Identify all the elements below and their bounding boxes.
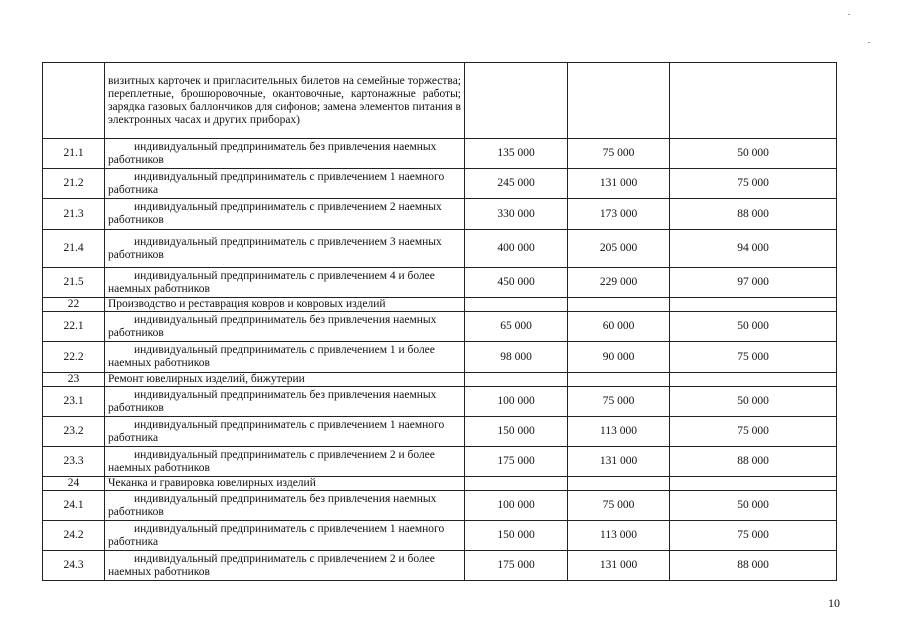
- value-v2: 131 000: [568, 169, 670, 199]
- value-v1: 450 000: [465, 268, 568, 298]
- value-v1: 245 000: [465, 169, 568, 199]
- value-v3: 88 000: [670, 447, 837, 477]
- page-number: 10: [828, 596, 840, 610]
- section-title: Ремонт ювелирных изделий, бижутерии: [105, 373, 465, 387]
- row-description-text: индивидуальный предприниматель с привлечением 1 наемного работника: [108, 418, 445, 444]
- row-description-text: индивидуальный предприниматель без привлечения наемных работников: [108, 140, 437, 166]
- table-row: [43, 139, 837, 169]
- row-description: [105, 139, 465, 169]
- value-v2: [568, 373, 670, 387]
- row-description: [105, 199, 465, 230]
- row-description: [105, 387, 465, 417]
- value-v2: [568, 298, 670, 312]
- value-v3: [670, 298, 837, 312]
- section-row: [43, 373, 837, 387]
- value-v2: 131 000: [568, 551, 670, 581]
- value-v2: 113 000: [568, 521, 670, 551]
- row-description-text: индивидуальный предприниматель без привлечения наемных работников: [108, 388, 437, 414]
- table-row: [43, 199, 837, 230]
- row-number: 22.2: [43, 342, 105, 373]
- table-row: [43, 521, 837, 551]
- value-v3: 94 000: [670, 230, 837, 268]
- value-v1: 135 000: [465, 139, 568, 169]
- value-v3: 88 000: [670, 199, 837, 230]
- row-number: 23.2: [43, 417, 105, 447]
- section-title: Чеканка и гравировка ювелирных изделий: [105, 477, 465, 491]
- row-description: [105, 342, 465, 373]
- value-v3: 88 000: [670, 551, 837, 581]
- row-description: [105, 521, 465, 551]
- value-cell: [465, 63, 568, 139]
- value-v1: [465, 373, 568, 387]
- value-v2: 90 000: [568, 342, 670, 373]
- row-number: 23: [43, 373, 105, 387]
- row-number: 21.3: [43, 199, 105, 230]
- value-v1: [465, 298, 568, 312]
- value-cell: [670, 63, 837, 139]
- value-v2: 173 000: [568, 199, 670, 230]
- row-description: [105, 268, 465, 298]
- table-row: [43, 387, 837, 417]
- table-row: [43, 230, 837, 268]
- row-description-text: индивидуальный предприниматель с привлечением 2 и более наемных работников: [108, 552, 435, 578]
- table-row: [43, 551, 837, 581]
- table-row: [43, 417, 837, 447]
- value-v1: 100 000: [465, 387, 568, 417]
- row-description-text: индивидуальный предприниматель без привлечения наемных работников: [108, 492, 437, 518]
- value-v2: 75 000: [568, 491, 670, 521]
- value-v3: 50 000: [670, 387, 837, 417]
- value-v3: 75 000: [670, 417, 837, 447]
- value-v2: 60 000: [568, 312, 670, 342]
- section-row: [43, 477, 837, 491]
- table-row: [43, 268, 837, 298]
- row-number: 21.5: [43, 268, 105, 298]
- value-v1: 65 000: [465, 312, 568, 342]
- row-number: 24.3: [43, 551, 105, 581]
- row-number: 23.3: [43, 447, 105, 477]
- value-v3: 50 000: [670, 312, 837, 342]
- row-description: [105, 551, 465, 581]
- value-v2: 75 000: [568, 139, 670, 169]
- row-description-text: индивидуальный предприниматель с привлечением 1 наемного работника: [108, 170, 445, 196]
- row-description: [105, 312, 465, 342]
- table-row: [43, 342, 837, 373]
- row-number: 22: [43, 298, 105, 312]
- row-description-text: индивидуальный предприниматель с привлечением 4 и более наемных работников: [108, 269, 435, 295]
- row-number: 23.1: [43, 387, 105, 417]
- row-description-text: индивидуальный предприниматель с привлечением 1 и более наемных работников: [108, 344, 435, 369]
- row-description-text: индивидуальный предприниматель с привлечением 2 и более наемных работников: [108, 448, 435, 474]
- value-v1: 175 000: [465, 551, 568, 581]
- row-number: 21.2: [43, 169, 105, 199]
- value-v1: 150 000: [465, 521, 568, 551]
- tariff-table: [42, 62, 837, 581]
- value-v3: 75 000: [670, 169, 837, 199]
- row-description-text: индивидуальный предприниматель без привлечения наемных работников: [108, 313, 437, 339]
- value-v1: 400 000: [465, 230, 568, 268]
- value-v3: 50 000: [670, 491, 837, 521]
- row-description: [105, 417, 465, 447]
- row-number: 24.1: [43, 491, 105, 521]
- row-description: [105, 491, 465, 521]
- row-description: [105, 169, 465, 199]
- tariff-table-body: [43, 63, 837, 581]
- table-row: [43, 312, 837, 342]
- section-row: [43, 298, 837, 312]
- value-cell: [568, 63, 670, 139]
- value-v3: 97 000: [670, 268, 837, 298]
- row-number: 24: [43, 477, 105, 491]
- value-v2: 131 000: [568, 447, 670, 477]
- table-row: [43, 447, 837, 477]
- value-v2: 75 000: [568, 387, 670, 417]
- value-v2: 229 000: [568, 268, 670, 298]
- value-v2: [568, 477, 670, 491]
- value-v1: 150 000: [465, 417, 568, 447]
- row-number: 24.2: [43, 521, 105, 551]
- row-description-text: индивидуальный предприниматель с привлечением 3 наемных работников: [108, 235, 442, 261]
- row-number: 21.4: [43, 230, 105, 268]
- value-v1: 330 000: [465, 199, 568, 230]
- continuation-text: визитных карточек и пригласительных билетов на семейные торжества; переплетные, брошюровочные, окантовочные, картонажные работы; зарядка газовых баллончиков для сифонов; замена элементов питания в электронных часах и других приборах): [105, 63, 465, 139]
- value-v3: 75 000: [670, 342, 837, 373]
- row-number: 22.1: [43, 312, 105, 342]
- continuation-row: [43, 63, 837, 139]
- table-row: [43, 491, 837, 521]
- value-v1: [465, 477, 568, 491]
- value-v1: 100 000: [465, 491, 568, 521]
- row-description-text: индивидуальный предприниматель с привлечением 1 наемного работника: [108, 522, 445, 548]
- value-v3: 75 000: [670, 521, 837, 551]
- value-v1: 98 000: [465, 342, 568, 373]
- row-description: [105, 447, 465, 477]
- value-v1: 175 000: [465, 447, 568, 477]
- value-v2: 113 000: [568, 417, 670, 447]
- row-description-text: индивидуальный предприниматель с привлечением 2 наемных работников: [108, 201, 442, 226]
- value-v3: 50 000: [670, 139, 837, 169]
- table-row: [43, 169, 837, 199]
- scan-speck: [868, 42, 870, 43]
- row-number: 21.1: [43, 139, 105, 169]
- scan-speck: [848, 14, 850, 15]
- value-v3: [670, 477, 837, 491]
- row-number-cell: [43, 63, 105, 139]
- section-title: Производство и реставрация ковров и ковровых изделий: [105, 298, 465, 312]
- row-description: [105, 230, 465, 268]
- value-v2: 205 000: [568, 230, 670, 268]
- value-v3: [670, 373, 837, 387]
